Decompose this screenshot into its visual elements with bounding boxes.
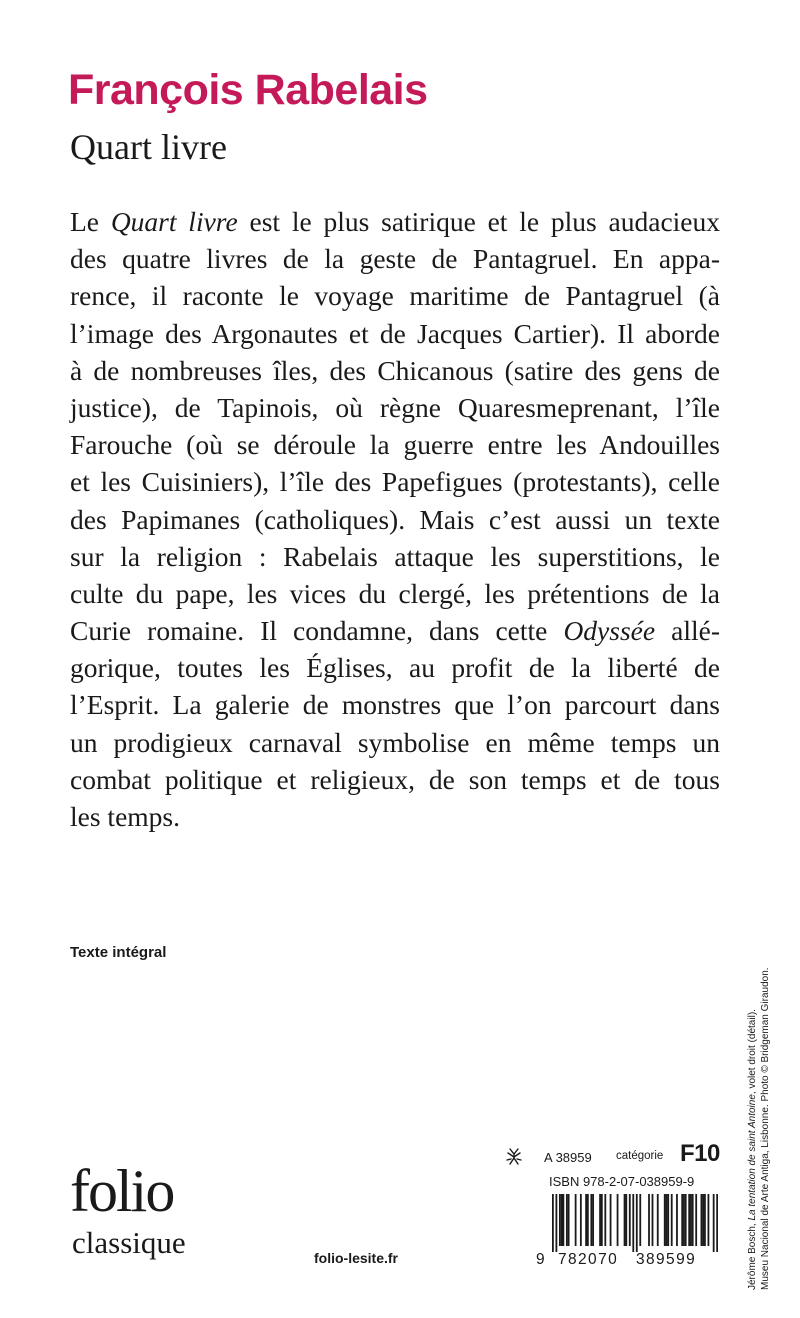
blurb-line: combat politique et religieux, de son temps et de tous — [70, 763, 720, 795]
barcode-bar — [664, 1194, 666, 1246]
blurb-line: à de nombreuses îles, des Chicanous (satire des gens de — [70, 354, 720, 386]
blurb-line: rence, il raconte le voyage maritime de Pantagruel (à — [70, 280, 720, 312]
blurb-odyssee-italic: Odyssée — [563, 615, 656, 647]
barcode-bar — [624, 1194, 626, 1246]
barcode-bar — [552, 1194, 554, 1252]
edition-note: Texte intégral — [70, 944, 167, 961]
image-credit-line-1: Jérôme Bosch, La tentation de saint Antoine, volet droit (détail). — [747, 1009, 758, 1290]
isbn-number: ISBN 978-2-07-038959-9 — [549, 1174, 695, 1189]
barcode-bar — [585, 1194, 587, 1246]
barcode-bar — [657, 1194, 659, 1246]
barcode-bar — [610, 1194, 612, 1246]
barcode-bar — [590, 1194, 592, 1246]
publisher-website: folio-lesite.fr — [314, 1250, 399, 1266]
blurb-line: Le Quart livre est le plus satirique et le plus audacieux — [70, 206, 720, 237]
blurb-line: un prodigieux carnaval symbolise en même temps un — [70, 726, 720, 758]
barcode-bar — [629, 1194, 631, 1246]
blurb-line: l’Esprit. La galerie de monstres que l’on parcourt dans — [70, 689, 720, 721]
barcode-bar — [562, 1194, 564, 1246]
image-credit-line-2: Museu Nacional de Arte Antiga, Lisbonne. Photo © Bridgeman Giraudon. — [760, 967, 771, 1290]
barcode-bar — [688, 1194, 690, 1246]
barcode-bar — [604, 1194, 606, 1246]
catalog-reference: A 38959 — [544, 1150, 592, 1165]
barcode-bar — [639, 1194, 641, 1246]
barcode-group-right: 389599 — [636, 1251, 697, 1268]
blurb-line: gorique, toutes les Églises, au profit de la liberté de — [70, 652, 720, 684]
barcode-bar — [625, 1194, 627, 1246]
barcode-bar — [685, 1194, 687, 1246]
barcode-bar — [676, 1194, 678, 1246]
barcode-bar — [671, 1194, 673, 1246]
barcode-bar — [580, 1194, 582, 1246]
barcode-bar — [667, 1194, 669, 1246]
gallimard-emblem-icon — [504, 1146, 524, 1166]
barcode-bar — [632, 1194, 634, 1252]
blurb-line: des quatre livres de la geste de Pantagruel. En appa- — [70, 243, 720, 275]
blurb-line: Farouche (où se déroule la guerre entre les Andouilles — [70, 429, 720, 461]
blurb-line: des Papimanes (catholiques). Mais c’est aussi un texte — [70, 503, 720, 535]
blurb-line: l’image des Argonautes et de Jacques Cartier). Il aborde — [70, 317, 720, 349]
barcode-bar — [568, 1194, 570, 1246]
category-label: catégorie — [616, 1150, 664, 1162]
barcode-bar — [566, 1194, 568, 1246]
barcode-bar — [636, 1194, 638, 1252]
barcode-bar — [704, 1194, 706, 1246]
blurb-line: Curie romaine. Il condamne, dans cette Odyssée allé- — [70, 615, 720, 647]
barcode-bar — [559, 1194, 561, 1246]
barcode-bar — [702, 1194, 704, 1246]
barcode-bar — [695, 1194, 697, 1246]
barcode-bar — [555, 1194, 557, 1252]
image-credit — [746, 850, 772, 1290]
barcode-bar — [587, 1194, 589, 1246]
barcode-bar — [648, 1194, 650, 1246]
barcode-bar — [681, 1194, 683, 1246]
blurb-line: culte du pape, les vices du clergé, les prétentions de la — [70, 577, 720, 609]
barcode-lead-digit: 9 — [536, 1251, 545, 1268]
blurb-line: sur la religion : Rabelais attaque les superstitions, le — [70, 540, 720, 572]
barcode-bar — [599, 1194, 601, 1246]
catalog-info — [504, 1140, 720, 1170]
classique-logo-word: classique — [72, 1225, 186, 1260]
barcode-bar — [692, 1194, 694, 1246]
barcode-bar — [601, 1194, 603, 1246]
barcode-digits — [536, 1251, 722, 1273]
folio-classique-logo — [70, 1160, 230, 1270]
blurb-title-italic: Quart livre — [110, 206, 238, 237]
blurb-text — [70, 203, 720, 835]
barcode-bar — [683, 1194, 685, 1246]
barcode-bar — [708, 1194, 710, 1246]
book-title: Quart livre — [70, 127, 227, 167]
barcode-bar — [701, 1194, 703, 1246]
isbn-barcode — [552, 1194, 718, 1252]
barcode-bar — [690, 1194, 692, 1246]
barcode-bar — [617, 1194, 619, 1246]
barcode-bar — [716, 1194, 718, 1252]
barcode-bar — [561, 1194, 563, 1246]
barcode-bar — [592, 1194, 594, 1246]
blurb-line: justice), de Tapinois, où règne Quaresmeprenant, l’île — [70, 391, 720, 423]
author-name: François Rabelais — [68, 66, 428, 114]
barcode-bar — [713, 1194, 715, 1252]
folio-logo-word: folio — [70, 1158, 174, 1224]
price-category-code: F10 — [680, 1140, 720, 1167]
barcode-bar — [575, 1194, 577, 1246]
barcode-bar — [652, 1194, 654, 1246]
barcode-group-left: 782070 — [558, 1251, 619, 1268]
blurb-line: et les Cuisiniers), l’île des Papefigues (protestants), celle — [70, 466, 720, 498]
blurb-line: les temps. — [70, 801, 180, 832]
barcode-bar — [666, 1194, 668, 1246]
